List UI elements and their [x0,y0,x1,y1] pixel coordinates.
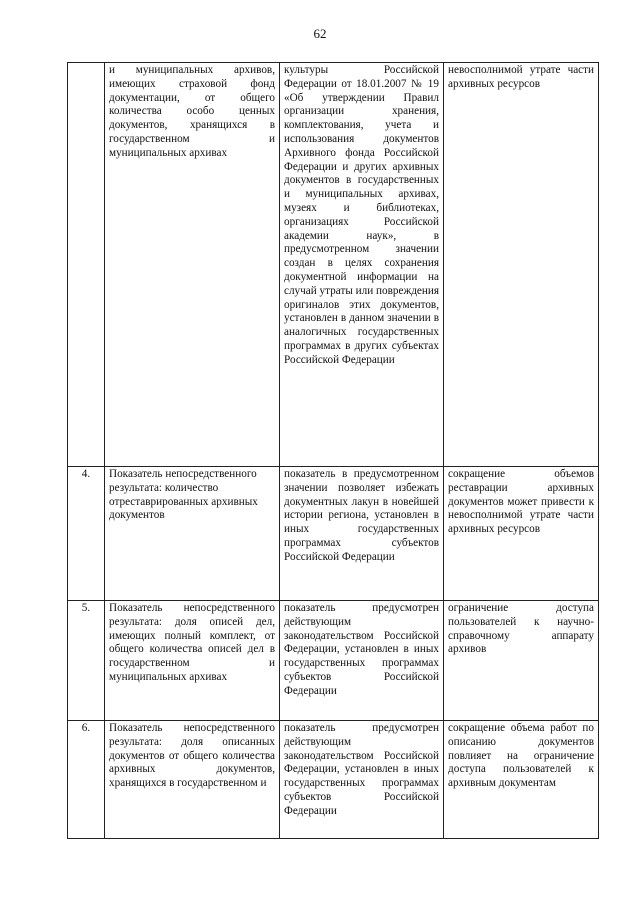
justification-cell: культуры Российской Федерации от 18.01.2007 № 19 «Об утверждении Правил организации хранения, комплектования, учета и использования документов Архивного фонда Российской Федерации и других архивных документов в государственных и муниципальных архивах, музеях и библиотеках, организациях Российской академии наук», в предусмотренном значении создан в целях сохранения документной информации на случай утраты или повреждения оригиналов этих документов, установлен в данном значении в аналогичных государственных программах в других субъектах Российской Федерации [280,63,444,467]
table-row [68,63,599,467]
row-number: 6. [68,721,105,839]
justification-cell: показатель предусмотрен действующим законодательством Российской Федерации, установлен в иных государственных программах субъектов Российской Федерации [280,601,444,721]
table-row [68,721,599,839]
indicator-cell: Показатель непосредственного результата: доля описанных документов от общего количества архивных документов, хранящихся в государственном и [105,721,280,839]
indicator-cell: Показатель непосредственного результата: количество отреставрированных архивных документов [105,467,280,601]
consequence-cell: сокращение объемов реставрации архивных документов может привести к невосполнимой утрате части архивных ресурсов [444,467,599,601]
justification-cell: показатель в предусмотренном значении позволяет избежать документных лакун в новейшей истории региона, установлен в иных государственных программах субъектов Российской Федерации [280,467,444,601]
row-number [68,63,105,467]
page-number: 62 [313,26,327,41]
indicators-table [67,62,599,839]
indicator-cell: Показатель непосредственного результата: доля описей дел, имеющих полный комплект, от общего количества описей дел в государственном и муниципальных архивах [105,601,280,721]
consequence-cell: ограничение доступа пользователей к научно-справочному аппарату архивов [444,601,599,721]
row-number: 4. [68,467,105,601]
indicator-cell: и муниципальных архивов, имеющих страховой фонд документации, от общего количества особо ценных документов, хранящихся в государственном и муниципальных архивах [105,63,280,467]
row-number: 5. [68,601,105,721]
consequence-cell: невосполнимой утрате части архивных ресурсов [444,63,599,467]
justification-cell: показатель предусмотрен действующим законодательством Российской Федерации, установлен в иных государственных программах субъектов Российской Федерации [280,721,444,839]
consequence-cell: сокращение объема работ по описанию документов повлияет на ограничение доступа пользователей к архивным документам [444,721,599,839]
table-row [68,467,599,601]
table-row [68,601,599,721]
